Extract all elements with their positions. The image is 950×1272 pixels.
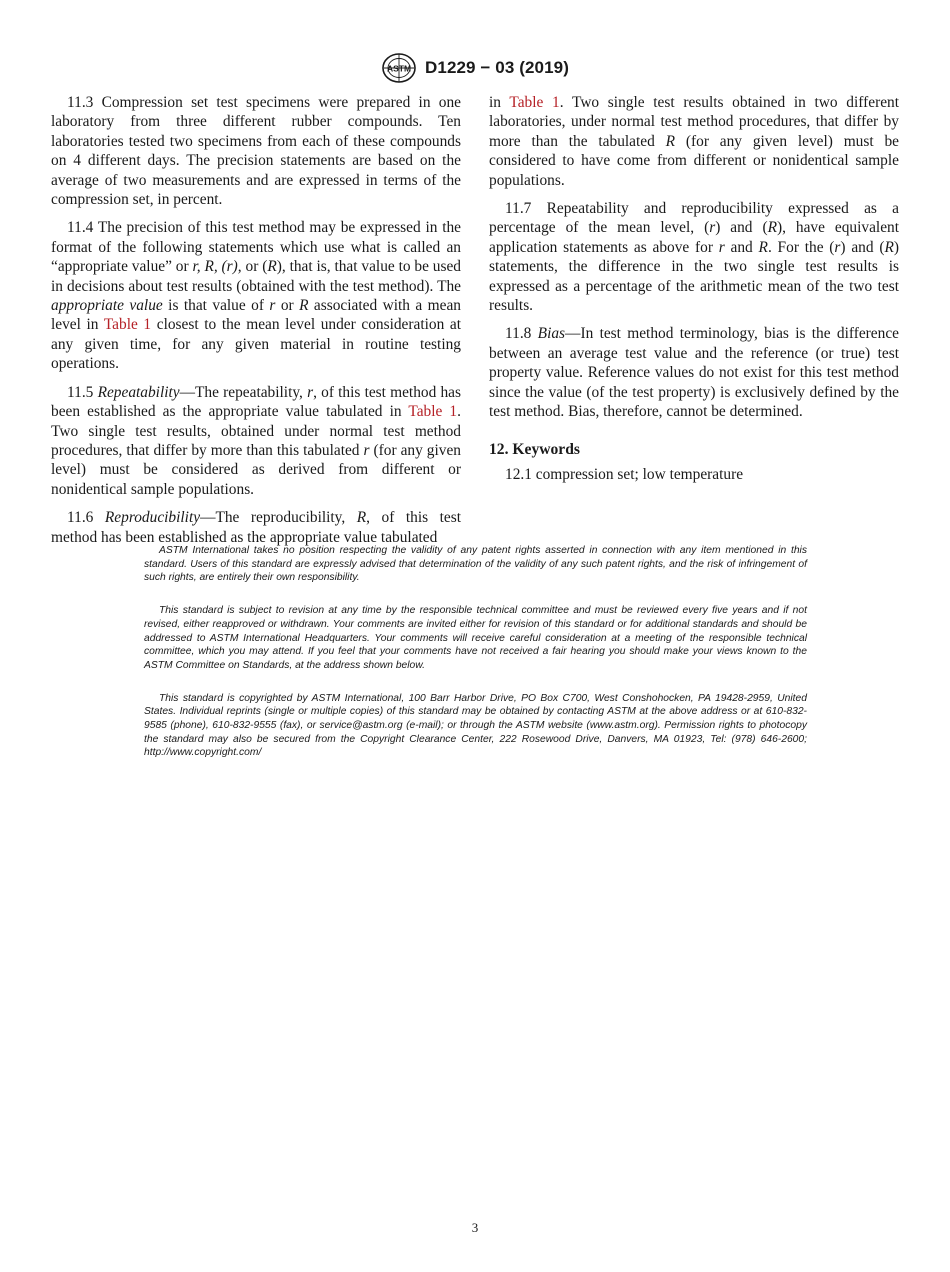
section-12-heading: 12. Keywords [489,440,580,458]
paragraph-11-6-continued: in Table 1. Two single test results obtained in two different laboratories, under normal test method procedures, that differ by more than the tabulated R (for any given level) must be considered to have come from different or nonidentical sample populations. [489,94,899,189]
page-number: 3 [471,1220,479,1235]
copyright-notice: This standard is copyrighted by ASTM International, 100 Barr Harbor Drive, PO Box C700, West Conshohocken, PA 19428-2959, United States. Individual reprints (single or multiple copies) of this standard may be obtained by contacting ASTM at the above address or at 610-832-9585 (phone), 610-832-9555 (fax), or service@astm.org (e-mail); or through the ASTM website (www.astm.org). Permission rights to photocopy the standard may also be secured from the Copyright Clearance Center, 222 Rosewood Drive, Danvers, MA 01923, Tel: (978) 646-2600; http://www.copyright.com/ [144,692,807,759]
table-1-link[interactable]: Table 1 [408,403,458,421]
right-column [489,93,899,493]
paragraph-11-5: 11.5 Repeatability—The repeatability, r, of this test method has been established as the appropriate value tabulated in Table 1. Two single test results, obtained under normal test method procedures, that differ by more than this tabulated r (for any given level) must be considered as derived from different or nonidentical sample populations. [51,383,462,498]
paragraph-11-7: 11.7 Repeatability and reproducibility expressed as a percentage of the mean level, (r) and (R), have equivalent application statements as above for r and R. For the (r) and (R) statements, the difference in the two single test results is expressed as a percentage of the arithmetic mean of the two test results. [489,200,900,315]
paragraph-12-1: 12.1 compression set; low temperature [505,465,744,483]
table-1-link[interactable]: Table 1 [509,94,560,111]
revision-notice: This standard is subject to revision at any time by the responsible technical committee and must be reviewed every five years and if not revised, either reapproved or withdrawn. Your comments are invited either for revision of this standard or for additional standards and should be addressed to ASTM International Headquarters. Your comments will receive careful consideration at a meeting of the responsible technical committee, which you may attend. If you feel that your comments have not received a fair hearing you should make your views known to the ASTM Committee on Standards, at the address shown below. [144,605,807,671]
astm-logo-icon [381,52,417,84]
paragraph-11-4: 11.4 The precision of this test method may be expressed in the format of the following statements which use what is called an “appropriate value” or r, R, (r), or (R), that is, that value to be used in decisions about test results (obtained with the test method). The appropriate value is that value of r or R associated with a mean level in Table 1 closest to the mean level under consideration at any given time, for any given material in routine testing operations. [51,219,462,373]
paragraph-11-3: 11.3 Compression set test specimens were prepared in one laboratory from three different rubber compounds. Ten laboratories tested two specimens from each of these compounds on 4 different days. The precision statements are based on the average of two measurements and are expressed in terms of the compression set, in percent. [51,94,461,209]
document-designation: D1229 − 03 (2019) [425,58,569,77]
legal-notices [144,544,807,779]
patent-notice: ASTM International takes no position respecting the validity of any patent rights asserted in connection with any item mentioned in this standard. Users of this standard are expressly advised that determination of the validity of any such patent rights, and the risk of infringement of such rights, are entirely their own responsibility. [144,545,807,584]
paragraph-11-6: 11.6 Reproducibility—The reproducibility, R, of this test method has been established as the appropriate value tabulated [51,509,462,546]
table-1-link[interactable]: Table 1 [103,316,152,334]
page-header [0,52,950,84]
astm-logo-text: ASTM [386,63,412,74]
paragraph-11-8: 11.8 Bias—In test method terminology, bias is the difference between an average test value and the reference (or true) test property value. Reference values do not exist for this test method since the value (of the test property) is exclusively defined by the test method. Bias, therefore, cannot be determined. [489,325,899,421]
left-column [51,93,461,556]
